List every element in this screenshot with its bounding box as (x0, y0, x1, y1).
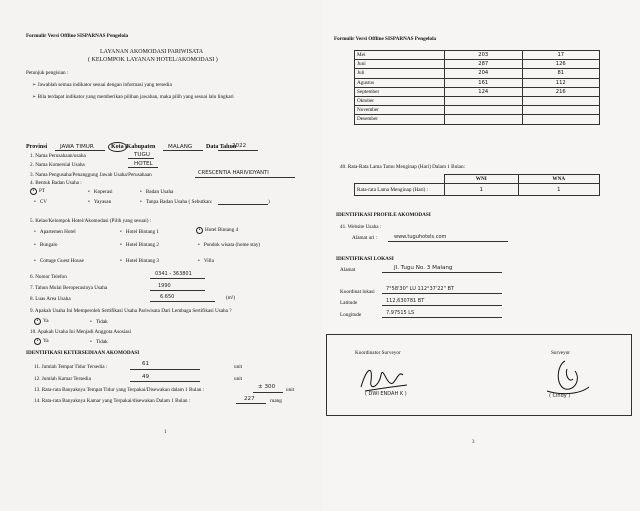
month-row (355, 106, 600, 115)
q41-label: 41. Website Usaha : (340, 224, 382, 230)
month-name: Agustus (355, 78, 445, 87)
q13-underline (253, 392, 283, 393)
class-bintang-3: • Hotel Bintang 3 (120, 258, 159, 264)
option-badan-usaha: • Badan Usaha (140, 189, 173, 195)
month-row (355, 87, 600, 96)
page-number: 1 (164, 430, 167, 435)
coordinator-name: ( DWI ENDAH K ) (365, 391, 407, 397)
q5-label: 5. Kelas/Kelompok Hotel/Akomodasi (Pilih yang sesuai) : (30, 218, 152, 224)
address-label: Alamat (340, 267, 356, 273)
col-wna: WNA (518, 175, 600, 184)
month-name: November (355, 106, 445, 115)
q10-ya-label: Ya (43, 338, 49, 344)
class-bungalo: • Bungalo (34, 242, 57, 248)
form-header: Formulir Versi Offline SISPARNAS Pengelola (334, 36, 437, 42)
city-underline (163, 150, 203, 151)
month-value-b (522, 106, 600, 115)
instruction-2-text: Bila terdapat indikator yang memberikan pilihan jawaban, maka pilih yang sesuai lalu lingkari (37, 94, 234, 100)
q11-unit: unit (234, 364, 243, 370)
q6-value: 0341 - 363801 (155, 271, 192, 277)
month-row (355, 115, 600, 124)
month-value-b: 17 (522, 51, 600, 60)
blank-cell (355, 175, 445, 184)
url-label: Alamat url : (352, 235, 378, 241)
coordinate-label: Koordinat lokasi (340, 289, 375, 295)
latitude-value: 112,630781 BT (386, 298, 425, 304)
q3-underline (195, 177, 295, 178)
q13-value: ± 300 (258, 384, 276, 390)
province-underline (55, 150, 105, 151)
month-value-b: 112 (522, 78, 600, 87)
q11-label: 11. Jumlah Tempat Tidur Tersedia : (34, 364, 108, 370)
surveyor-name: ( Cindy ) (549, 393, 571, 399)
month-value-b: 81 (522, 69, 600, 78)
q9-tidak: • Tidak (90, 319, 108, 325)
class-bintang-2: • Hotel Bintang 2 (120, 242, 159, 248)
surveyor-label: Surveyor (551, 350, 571, 356)
month-value-a: 124 (445, 87, 523, 96)
form-header: Formulir Versi Offline SISPARNAS Pengelola (26, 33, 129, 39)
tanpa-underline (218, 204, 268, 205)
signature-box (326, 334, 632, 416)
month-row (355, 69, 600, 78)
address-underline (382, 272, 502, 273)
month-value-b (522, 96, 600, 105)
tanpa-close-paren: ) (268, 199, 270, 205)
year-value: 2022 (232, 143, 247, 149)
q4-label: 4. Bentuk Badan Usaha : (30, 180, 82, 186)
month-value-b: 126 (522, 60, 600, 69)
option-cv: • CV (34, 199, 47, 205)
q12-label: 12. Jumlah Kamar Tersedia (34, 376, 91, 382)
q10-ya (34, 338, 49, 345)
option-pt-label: PT (39, 188, 46, 194)
month-value-a: 204 (445, 69, 523, 78)
wni-value: 1 (445, 184, 519, 196)
q2-label: 2. Nama Komersial Usaha (30, 162, 85, 168)
month-row (355, 60, 600, 69)
month-row (355, 78, 600, 87)
q12-unit: unit (234, 376, 243, 382)
selected-circle-icon: • (34, 338, 41, 345)
q14-underline (236, 403, 266, 404)
page-number: 3 (472, 440, 475, 445)
option-koperasi: • Koperasi (88, 189, 113, 195)
option-tanpa-badan: • Tanpa Badan Usaha ( Sebutkan: (140, 199, 212, 205)
q9-label: 9. Apakah Usaha Ini Memperoleh Sertifikasi Usaha Pariwisata Dari Lembaga Sertifikasi Usaha ? (30, 308, 232, 314)
kabupaten-label: /Kabupaten (125, 144, 156, 150)
q12-value: 49 (142, 374, 150, 380)
url-value: www.tuguhotels.com (394, 234, 447, 240)
q6-label: 6. Nomor Telefon (30, 274, 67, 280)
month-name: Mei (355, 51, 445, 60)
month-value-b (522, 115, 600, 124)
month-name: Juni (355, 60, 445, 69)
q2-value: HOTEL (134, 161, 153, 167)
q7-label: 7. Tahun Mulai Beroperasinya Usaha (30, 285, 108, 291)
q6-underline (150, 278, 205, 279)
form-subtitle: ( KELOMPOK LAYANAN HOTEL/AKOMODASI ) (88, 57, 218, 63)
section-profile-title: IDENTIFIKASI PROFILE AKOMODASI (336, 212, 431, 218)
class-bintang-1: • Hotel Bintang 1 (120, 229, 159, 235)
q1-label: 1. Nama Perusahaan/usaha (30, 153, 86, 159)
form-title: LAYANAN AKOMODASI PARIWISATA (100, 49, 204, 55)
q2-underline (128, 167, 158, 168)
q8-underline (150, 301, 215, 302)
q12-underline (130, 381, 200, 382)
wna-value: 1 (518, 184, 600, 196)
monthly-guests-table (354, 50, 600, 125)
q3-value: CRESCENTIA HARIVIDYANTI (198, 170, 269, 176)
address-value: Jl. Tugu No. 3 Malang (394, 265, 453, 271)
q9-ya (34, 318, 49, 325)
q13-unit: unit (286, 387, 295, 393)
month-row (355, 51, 600, 60)
q14-value: 227 (244, 396, 255, 402)
q13-label: 13. Rata-rata Banyaknya Tempat Tidur yang Terpakai/Disewakan dalam 1 Bulan : (34, 387, 205, 393)
instructions-heading: Petunjuk pengisian : (26, 70, 69, 76)
q8-value: 6.650 (160, 294, 175, 300)
month-value-a: 161 (445, 78, 523, 87)
month-row (355, 96, 600, 105)
longitude-underline (382, 317, 502, 318)
q1-underline (128, 158, 154, 159)
province-label: Provinsi (26, 144, 48, 150)
province-value: JAWA TIMUR (60, 144, 94, 150)
q3-label: 3. Nama Pengusaha/Penanggung Jawab Usaha/Perusahaan (30, 172, 152, 178)
q8-unit: (m²) (226, 295, 236, 301)
q14-label: 14. Rata-rata Banyaknya Kamar yang Terpakai/disewakan Dalam 1 Bulan : (34, 398, 191, 404)
longitude-label: Longitude (340, 312, 362, 318)
selected-circle-icon: • (34, 318, 41, 325)
month-value-a (445, 106, 523, 115)
longitude-value: 7,97515 LS (386, 310, 415, 316)
latitude-label: Latitude (340, 300, 358, 306)
instruction-2: ➢ Bila terdapat indikator yang memberikan pilihan jawaban, maka pilih yang sesuai lalu lingkari (32, 94, 234, 100)
year-underline (218, 150, 258, 151)
city-value: MALANG (168, 144, 193, 150)
q10-label: 10. Apakah Usaha Ini Menjadi Anggota Asosiasi (30, 329, 131, 335)
coordinate-underline (382, 293, 502, 294)
month-value-a (445, 115, 523, 124)
instruction-1: ➢ Jawablah semua indikator sesuai dengan informasi yang tersedia (32, 82, 172, 88)
q8-label: 8. Luas Area Usaha (30, 296, 71, 302)
month-name: Desember (355, 115, 445, 124)
month-name: Juli (355, 69, 445, 78)
section-location-title: IDENTIFIKASI LOKASI (336, 256, 394, 262)
month-value-a: 203 (445, 51, 523, 60)
q11-value: 61 (142, 361, 150, 367)
length-of-stay-table (354, 174, 600, 196)
option-yayasan: • Yayasan (88, 199, 111, 205)
latitude-underline (382, 305, 502, 306)
col-wni: WNI (445, 175, 519, 184)
q7-underline (150, 290, 205, 291)
class-bintang-4 (196, 227, 238, 234)
selected-circle-icon: • (196, 227, 203, 234)
url-underline (388, 241, 508, 242)
class-villa: • Villa (198, 258, 214, 264)
q14-unit: ruang (270, 398, 282, 404)
option-pt (30, 188, 45, 195)
class-apartemen: • Apartemen Hotel (34, 229, 76, 235)
q40-label: 40. Rata-Rata Lama Tamu Menginap (Hari) Dalam 1 Bulan: (340, 164, 466, 170)
form-page-right (322, 0, 640, 511)
q1-value: TUGU (134, 152, 150, 158)
class-cottage: • Cottage Guest House (34, 258, 84, 264)
kota-circled: Kota (108, 142, 127, 152)
coordinator-label: Koordinator Surveyor (355, 350, 401, 356)
selected-circle-icon: • (30, 188, 37, 195)
year-label: Data Tahun (206, 144, 237, 150)
q10-tidak: • Tidak (90, 339, 108, 345)
section-availability-title: IDENTIFIKASI KETERSEDIAAN AKOMODASI (26, 350, 140, 356)
coordinate-value: 7°58'30" LU 112°37'22" BT (386, 286, 454, 292)
month-value-b: 216 (522, 87, 600, 96)
row-label: Rata-rata Lama Menginap (Hari) : (355, 184, 445, 196)
class-bintang-4-label: Hotel Bintang 4 (205, 227, 239, 233)
month-value-a: 287 (445, 60, 523, 69)
month-name: Oktober (355, 96, 445, 105)
instruction-1-text: Jawablah semua indikator sesuai dengan informasi yang tersedia (37, 82, 172, 88)
class-pondok-wisata: • Pondok wisata (home stay) (198, 242, 260, 248)
q7-value: 1990 (158, 283, 171, 289)
month-value-a (445, 96, 523, 105)
month-name: September (355, 87, 445, 96)
q11-underline (130, 369, 200, 370)
q9-ya-label: Ya (43, 318, 49, 324)
